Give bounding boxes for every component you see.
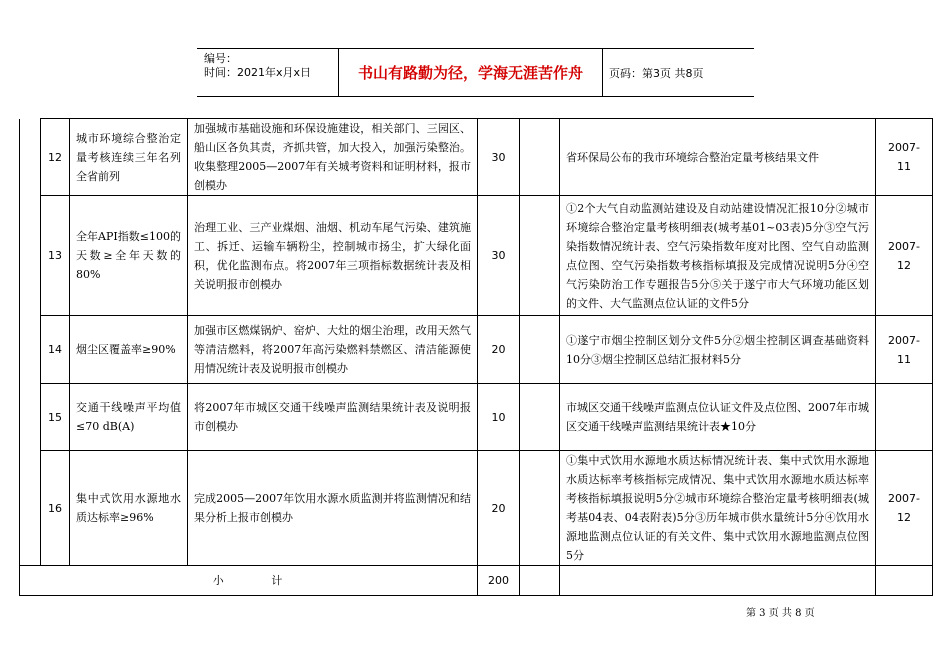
table-row bbox=[20, 119, 933, 196]
page-header bbox=[197, 48, 754, 97]
points-value: 30 bbox=[478, 196, 520, 316]
points-value: 30 bbox=[478, 119, 520, 196]
assessment-table bbox=[19, 118, 933, 596]
deadline-date: 2007-12 bbox=[876, 196, 933, 316]
table-row bbox=[20, 196, 933, 316]
indicator-name: 城市环境综合整治定量考核连续三年名列全省前列 bbox=[70, 119, 188, 196]
row-number: 16 bbox=[41, 451, 70, 566]
evidence-text: 省环保局公布的我市环境综合整治定量考核结果文件 bbox=[560, 119, 876, 196]
measure-text: 加强城市基础设施和环保设施建设，相关部门、三园区、船山区各负其责，齐抓共管，加大投入，加强污染整治。收集整理2005—2007年有关城考资料和证明材料，报市创模办 bbox=[188, 119, 478, 196]
evidence-text: ①遂宁市烟尘控制区划分文件5分②烟尘控制区调查基础资料10分③烟尘控制区总结汇报材料5分 bbox=[560, 316, 876, 384]
points-value: 20 bbox=[478, 451, 520, 566]
measure-text: 将2007年市城区交通干线噪声监测结果统计表及说明报市创模办 bbox=[188, 384, 478, 451]
header-meta bbox=[197, 49, 339, 96]
row-number: 12 bbox=[41, 119, 70, 196]
points-value: 20 bbox=[478, 316, 520, 384]
page-label: 页码：第3页 共8页 bbox=[609, 66, 704, 80]
motto: 书山有路勤为径，学海无涯苦作舟 bbox=[339, 49, 603, 96]
indicator-name: 交通干线噪声平均值≤70 dB(A) bbox=[70, 384, 188, 451]
row-number: 13 bbox=[41, 196, 70, 316]
row-number: 15 bbox=[41, 384, 70, 451]
subtotal-label: 小 计 bbox=[212, 574, 285, 587]
deadline-date bbox=[876, 384, 933, 451]
time-label: 时间：2021年x月x日 bbox=[204, 66, 312, 79]
evidence-text: ①2个大气自动监测站建设及自动站建设情况汇报10分②城市环境综合整治定量考核明细表(城考基01~03表)5分③空气污染指数情况统计表、空气污染指数年度对比图、空气自动监测点位图、空气污染指数考核指标填报及完成情况说明5分④空气污染防治工作专题报告5分⑤关于遂宁市大气环境功能区划的文件、大气监测点位认证的文件5分 bbox=[560, 196, 876, 316]
measure-text: 完成2005—2007年饮用水源水质监测并将监测情况和结果分析上报市创模办 bbox=[188, 451, 478, 566]
indicator-name: 烟尘区覆盖率≥90% bbox=[70, 316, 188, 384]
measure-text: 治理工业、三产业煤烟、油烟、机动车尾气污染、建筑施工、拆迁、运输车辆粉尘，控制城市扬尘，扩大绿化面积，优化监测布点。将2007年三项指标数据统计表及相关说明报市创模办 bbox=[188, 196, 478, 316]
points-value: 10 bbox=[478, 384, 520, 451]
evidence-text: ①集中式饮用水源地水质达标情况统计表、集中式饮用水源地水质达标率考核指标完成情况、集中式饮用水源地水质达标率考核指标填报说明5分②城市环境综合整治定量考核明细表(城考基04表、04表附表)5分③历年城市供水量统计5分④饮用水源地监测点位认证的有关文件、集中式饮用水源地监测点位图5分 bbox=[560, 451, 876, 566]
subtotal-points: 200 bbox=[478, 566, 520, 596]
deadline-date: 2007-11 bbox=[876, 119, 933, 196]
evidence-text: 市城区交通干线噪声监测点位认证文件及点位图、2007年市城区交通干线噪声监测结果统计表★10分 bbox=[560, 384, 876, 451]
measure-text: 加强市区燃煤锅炉、窑炉、大灶的烟尘治理，改用天然气等清洁燃料，将2007年高污染燃料禁燃区、清洁能源使用情况统计表及说明报市创模办 bbox=[188, 316, 478, 384]
page-footer: 第 3 页 共 8 页 bbox=[746, 608, 815, 619]
table-row bbox=[20, 384, 933, 451]
table-row bbox=[20, 451, 933, 566]
row-number: 14 bbox=[41, 316, 70, 384]
subtotal-row bbox=[20, 566, 933, 596]
number-label: 编号： bbox=[204, 52, 237, 65]
deadline-date: 2007-11 bbox=[876, 316, 933, 384]
indicator-name: 集中式饮用水源地水质达标率≥96% bbox=[70, 451, 188, 566]
indicator-name: 全年API指数≤100的天数≥全年天数的80% bbox=[70, 196, 188, 316]
deadline-date: 2007-12 bbox=[876, 451, 933, 566]
table-row bbox=[20, 316, 933, 384]
